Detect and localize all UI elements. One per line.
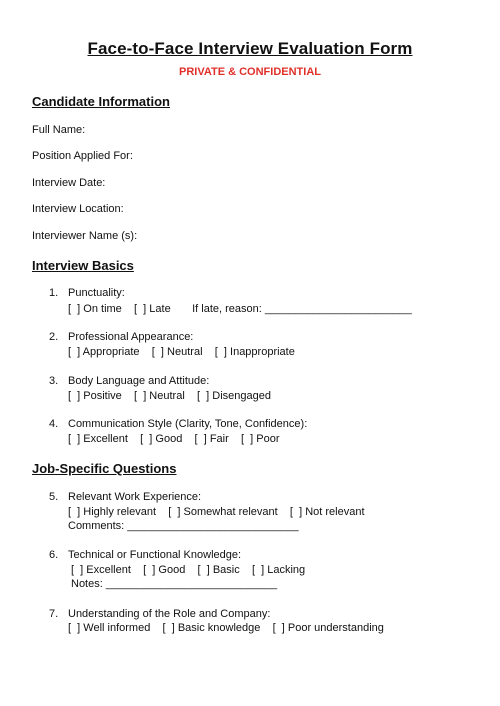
section-heading-job-specific-questions: Job-Specific Questions (32, 461, 177, 476)
question-number: 1. (49, 287, 59, 299)
question-text: Understanding of the Role and Company: (68, 608, 271, 620)
question-text: Professional Appearance: (68, 331, 194, 343)
question-text: Communication Style (Clarity, Tone, Confidence): (68, 418, 308, 430)
section-heading-candidate-information: Candidate Information (32, 94, 170, 109)
form-title: Face-to-Face Interview Evaluation Form (87, 39, 413, 58)
question-options: [ ] Appropriate [ ] Neutral [ ] Inappropriate (68, 346, 295, 358)
question-options: [ ] On time [ ] Late If late, reason: ________________________ (68, 303, 412, 315)
field-interview-date: Interview Date: (32, 177, 106, 189)
question-options: [ ] Well informed [ ] Basic knowledge [ ] Poor understanding (68, 622, 384, 634)
question-number: 6. (49, 549, 59, 561)
question-number: 7. (49, 608, 59, 620)
question-number: 2. (49, 331, 59, 343)
question-number: 4. (49, 418, 59, 430)
question-number: 3. (49, 375, 59, 387)
notes-line: Notes: ____________________________ (71, 578, 278, 590)
question-options: [ ] Excellent [ ] Good [ ] Basic [ ] Lacking (71, 564, 306, 576)
question-number: 5. (49, 491, 59, 503)
question-text: Relevant Work Experience: (68, 491, 202, 503)
field-full-name: Full Name: (32, 124, 86, 136)
question-options: [ ] Highly relevant [ ] Somewhat relevant [ ] Not relevant (68, 506, 365, 518)
section-heading-interview-basics: Interview Basics (32, 258, 134, 273)
field-interview-location: Interview Location: (32, 203, 124, 215)
field-interviewer-name: Interviewer Name (s): (32, 230, 138, 242)
comments-line: Comments: ____________________________ (68, 520, 299, 532)
confidential-label: PRIVATE & CONFIDENTIAL (179, 66, 321, 78)
field-position-applied-for: Position Applied For: (32, 150, 133, 162)
question-options: [ ] Excellent [ ] Good [ ] Fair [ ] Poor (68, 433, 280, 445)
question-text: Body Language and Attitude: (68, 375, 210, 387)
question-text: Punctuality: (68, 287, 125, 299)
question-options: [ ] Positive [ ] Neutral [ ] Disengaged (68, 390, 271, 402)
question-text: Technical or Functional Knowledge: (68, 549, 242, 561)
